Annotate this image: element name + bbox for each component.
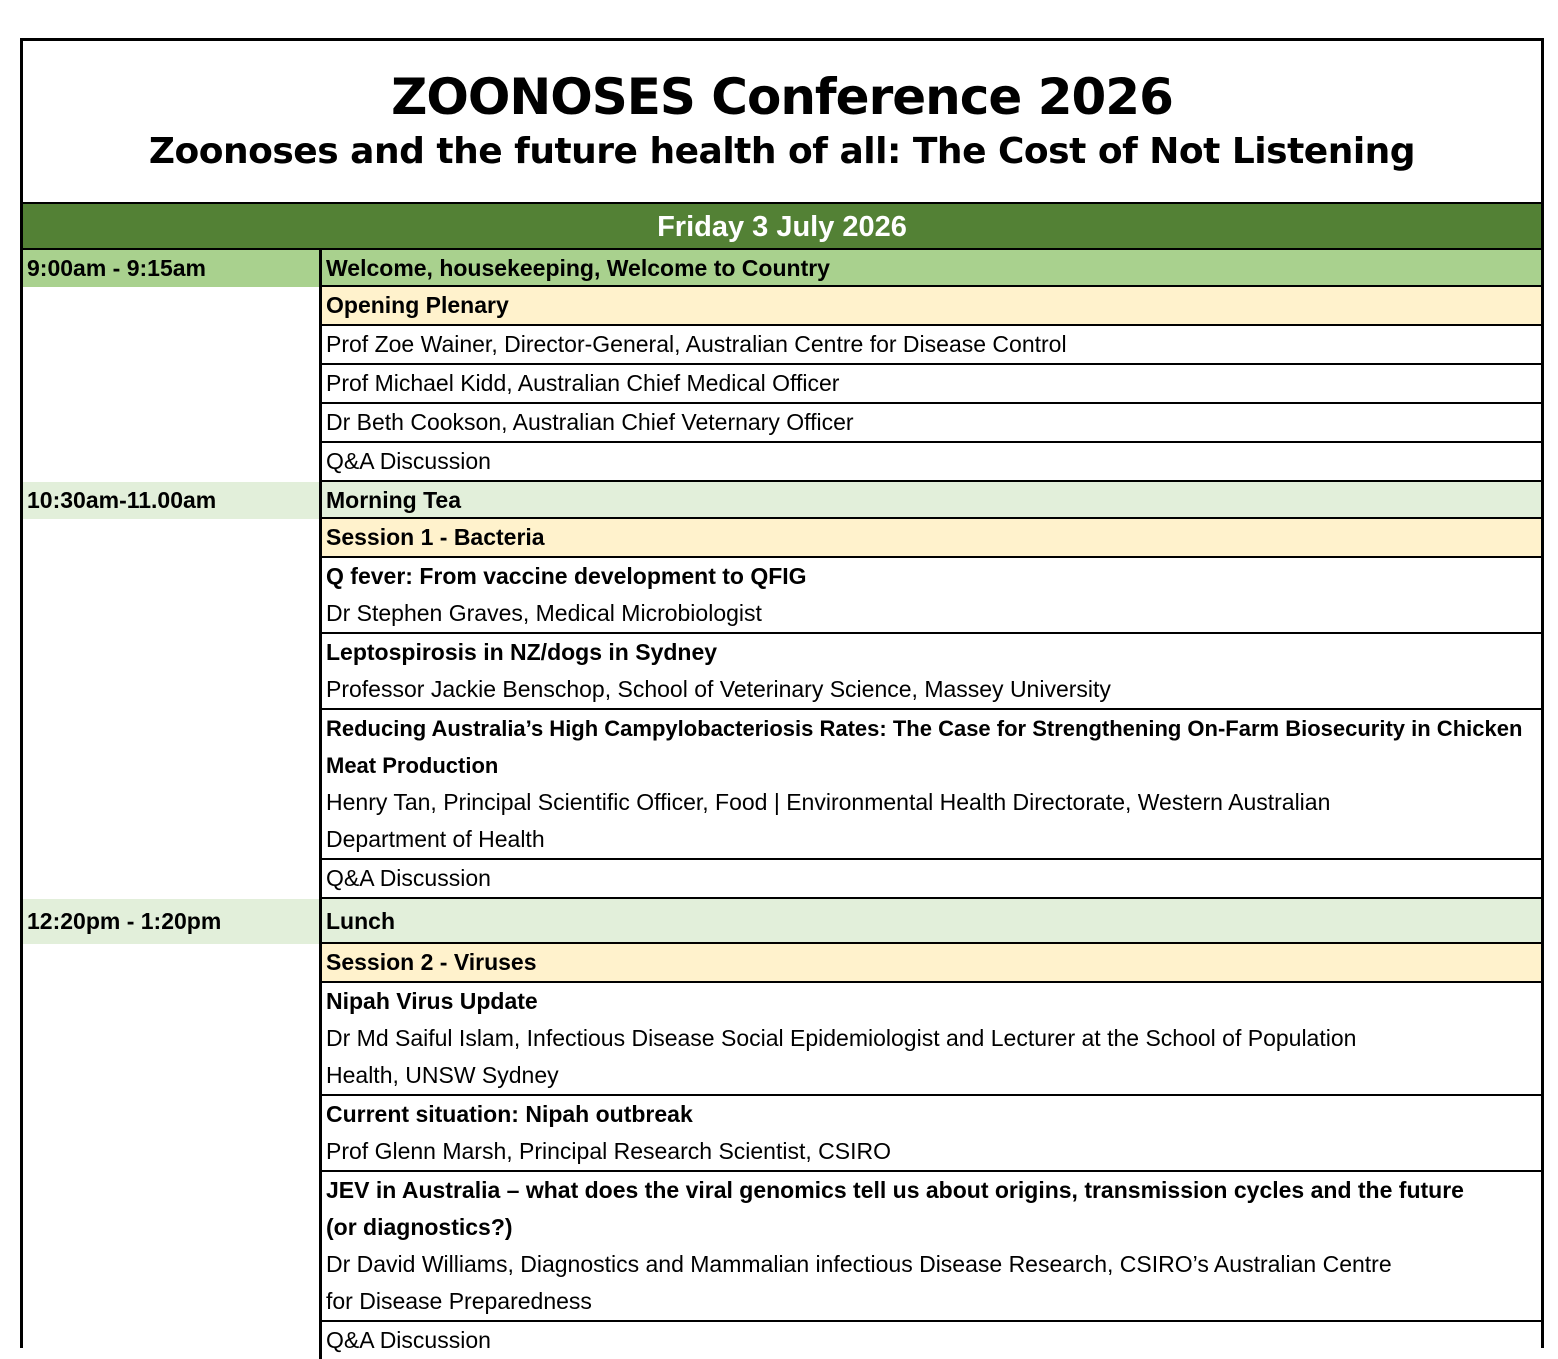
session1-title: Session 1 - Bacteria: [322, 519, 1541, 558]
plenary-block: [23, 287, 1541, 482]
lunch-text: Lunch: [319, 899, 1541, 944]
session2-talk-1-speaker-1: Dr Md Saiful Islam, Infectious Disease Social Epidemiologist and Lecturer at the School of Population: [326, 1025, 1357, 1051]
welcome-time: 9:00am - 9:15am: [27, 255, 206, 281]
morning-tea-time: 10:30am-11.00am: [27, 487, 217, 513]
conference-subtitle: Zoonoses and the future health of all: The Cost of Not Listening: [148, 131, 1416, 172]
session1-talk-1: [322, 558, 1541, 634]
session1-block: [23, 519, 1541, 899]
session2-talk-2: [322, 1096, 1541, 1172]
session2-talk-2-title: Current situation: Nipah outbreak: [326, 1101, 693, 1127]
session2-talk-1-title: Nipah Virus Update: [326, 988, 538, 1014]
session1-talk-3-speaker-1: Henry Tan, Principal Scientific Officer, Food | Environmental Health Directorate, Western Australian: [326, 789, 1331, 815]
session2-talk-3-title-1: JEV in Australia – what does the viral genomics tell us about origins, transmission cycles and the future: [326, 1177, 1464, 1203]
session1-cell: [319, 519, 1541, 899]
session2-talk-2-speaker: Prof Glenn Marsh, Principal Research Scientist, CSIRO: [326, 1138, 891, 1164]
lunch-time: 12:20pm - 1:20pm: [27, 908, 222, 934]
session1-talk-1-title: Q fever: From vaccine development to QFIG: [326, 563, 807, 589]
plenary-cell: [319, 287, 1541, 482]
session2-talk-1-speaker-2: Health, UNSW Sydney: [326, 1062, 559, 1088]
session2-talk-3: [322, 1172, 1541, 1322]
session1-talk-3-title-2: Meat Production: [326, 753, 499, 778]
session1-talk-2-speaker: Professor Jackie Benschop, School of Veterinary Science, Massey University: [326, 676, 1111, 702]
plenary-qa: Q&A Discussion: [322, 443, 1541, 482]
plenary-speaker-3: Dr Beth Cookson, Australian Chief Veternary Officer: [322, 404, 1541, 443]
morning-tea-row: [23, 482, 1541, 519]
session1-talk-3: [322, 710, 1541, 860]
session1-talk-3-title-1: Reducing Australia’s High Campylobacteriosis Rates: The Case for Strengthening On-Farm Biosecurity in Chicken: [326, 716, 1523, 741]
plenary-time: [23, 287, 319, 482]
day-heading: Friday 3 July 2026: [23, 204, 1541, 250]
session1-qa: Q&A Discussion: [322, 860, 1541, 899]
session2-talk-3-speaker-2: for Disease Preparedness: [326, 1288, 592, 1314]
welcome-text: Welcome, housekeeping, Welcome to Country: [319, 250, 1541, 287]
plenary-speaker-1: Prof Zoe Wainer, Director-General, Australian Centre for Disease Control: [322, 326, 1541, 365]
conference-title: ZOONOSES Conference 2026: [391, 68, 1173, 126]
session1-talk-2: [322, 634, 1541, 710]
program-header: [23, 41, 1541, 204]
session2-talk-1: [322, 983, 1541, 1096]
session2-title: Session 2 - Viruses: [322, 944, 1541, 983]
session1-talk-3-speaker-2: Department of Health: [326, 826, 545, 852]
morning-tea-text: Morning Tea: [319, 482, 1541, 519]
session2-qa: Q&A Discussion: [326, 1327, 491, 1353]
session1-talk-1-speaker: Dr Stephen Graves, Medical Microbiologist: [326, 600, 762, 626]
session2-time: [23, 944, 319, 1359]
session1-talk-2-title: Leptospirosis in NZ/dogs in Sydney: [326, 639, 718, 665]
program-sheet: [20, 38, 1544, 1353]
session2-block: [23, 944, 1541, 1359]
session1-time: [23, 519, 319, 899]
welcome-row: [23, 250, 1541, 287]
session2-talk-3-speaker-1: Dr David Williams, Diagnostics and Mammalian infectious Disease Research, CSIRO’s Australian Centre: [326, 1251, 1392, 1277]
plenary-speaker-2: Prof Michael Kidd, Australian Chief Medical Officer: [322, 365, 1541, 404]
session2-talk-3-title-2: (or diagnostics?): [326, 1214, 513, 1240]
plenary-title: Opening Plenary: [322, 287, 1541, 326]
session2-cell: [319, 944, 1541, 1359]
lunch-row: [23, 899, 1541, 944]
